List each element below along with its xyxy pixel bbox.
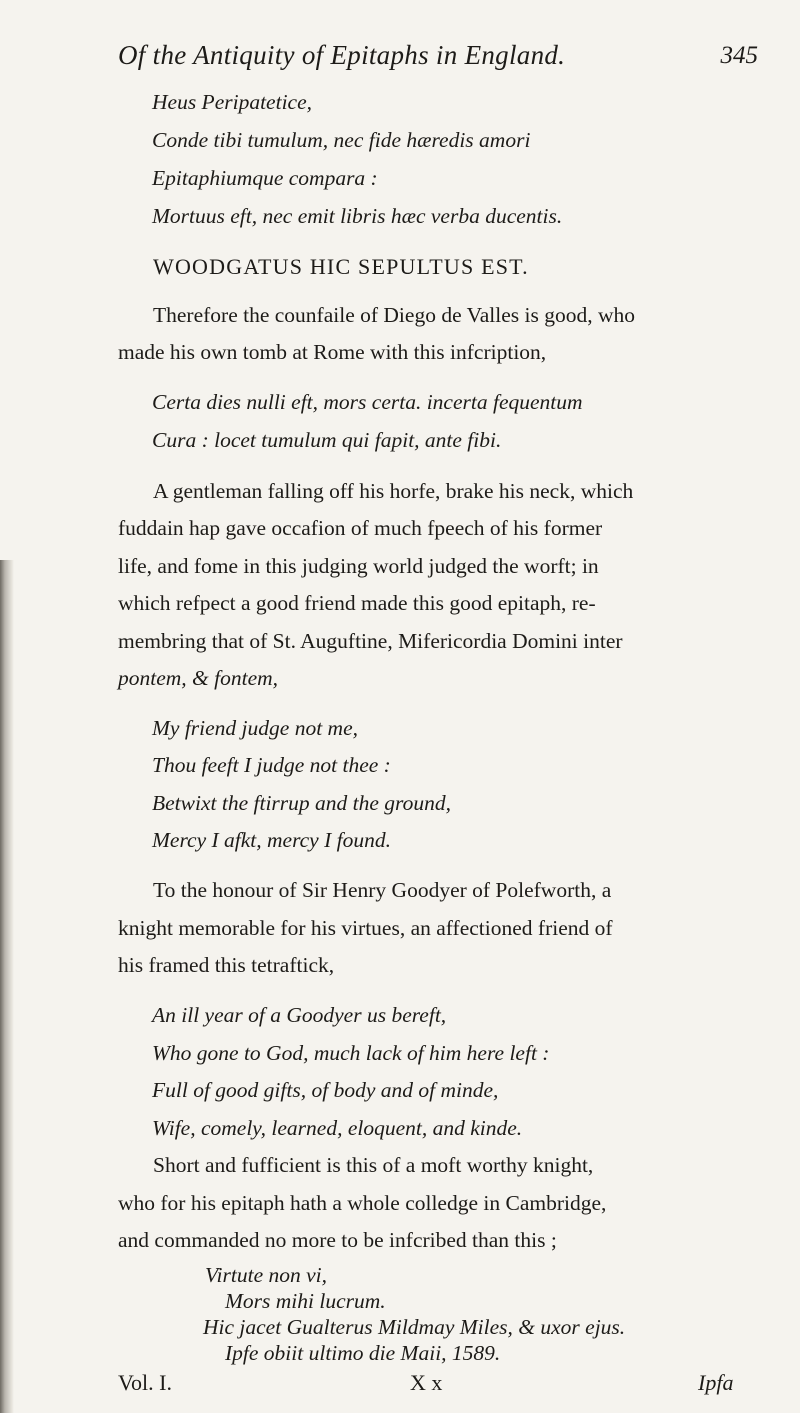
page-gutter-shadow: [0, 560, 14, 1413]
running-title: Of the Antiquity of Epitaphs in England.: [118, 40, 566, 70]
paragraph-line: To the honour of Sir Henry Goodyer of Polefworth, a: [153, 878, 612, 902]
inscription-heading: WOODGATUS HIC SEPULTUS EST.: [153, 254, 529, 279]
paragraph-line: Therefore the counfaile of Diego de Valles is good, who: [153, 303, 636, 327]
paragraph-line: and commanded no more to be infcribed than this ;: [118, 1228, 557, 1252]
verse-line: Who gone to God, much lack of him here left :: [152, 1041, 550, 1065]
page-header: [118, 40, 758, 80]
paragraph-line: which refpect a good friend made this good epitaph, re-: [118, 591, 596, 615]
verse-line: Thou feeft I judge not thee :: [152, 753, 391, 777]
verse-line: Wife, comely, learned, eloquent, and kinde.: [152, 1116, 523, 1140]
verse-line: Betwixt the ftirrup and the ground,: [152, 791, 451, 815]
paragraph-line: membring that of St. Auguftine, Mifericordia Domini inter: [118, 629, 623, 653]
verse-line: Mortuus eft, nec emit libris hæc verba ducentis.: [152, 204, 563, 228]
verse-line: Cura : locet tumulum qui fapit, ante fibi.: [152, 428, 502, 452]
verse-line: Epitaphiumque compara :: [152, 166, 378, 190]
verse-line: Heus Peripatetice,: [152, 90, 313, 114]
verse-line: An ill year of a Goodyer us bereft,: [152, 1003, 447, 1027]
paragraph-line: knight memorable for his virtues, an affectioned friend of: [118, 916, 613, 940]
verse-line: Ipfe obiit ultimo die Maii, 1589.: [225, 1341, 501, 1365]
paragraph-line: his framed this tetraftick,: [118, 953, 335, 977]
verse-line: My friend judge not me,: [152, 716, 358, 740]
paragraph-line: who for his epitaph hath a whole colledge in Cambridge,: [118, 1191, 607, 1215]
paragraph-line: made his own tomb at Rome with this infcription,: [118, 340, 547, 364]
verse-line: Conde tibi tumulum, nec fide hæredis amori: [152, 128, 531, 152]
volume-mark: Vol. I.: [118, 1370, 172, 1395]
verse-line: Full of good gifts, of body and of minde,: [152, 1078, 499, 1102]
paragraph-line: A gentleman falling off his horfe, brake his neck, which: [153, 479, 634, 503]
catchword: Ipfa: [698, 1370, 734, 1395]
verse-line: Virtute non vi,: [205, 1263, 328, 1287]
signature-mark: X x: [410, 1370, 443, 1395]
paragraph-line: Short and fufficient is this of a moft worthy knight,: [153, 1153, 594, 1177]
verse-line: Mors mihi lucrum.: [225, 1289, 386, 1313]
verse-line: Hic jacet Gualterus Mildmay Miles, & uxor ejus.: [203, 1315, 626, 1339]
verse-line: Mercy I afkt, mercy I found.: [152, 828, 391, 852]
verse-line: Certa dies nulli eft, mors certa. incerta fequentum: [152, 390, 583, 414]
paragraph-line: fuddain hap gave occafion of much fpeech of his former: [118, 516, 603, 540]
paragraph-line: life, and fome in this judging world judged the worft; in: [118, 554, 599, 578]
paragraph-line: pontem, & fontem,: [118, 666, 279, 690]
page-number: 345: [720, 42, 758, 69]
